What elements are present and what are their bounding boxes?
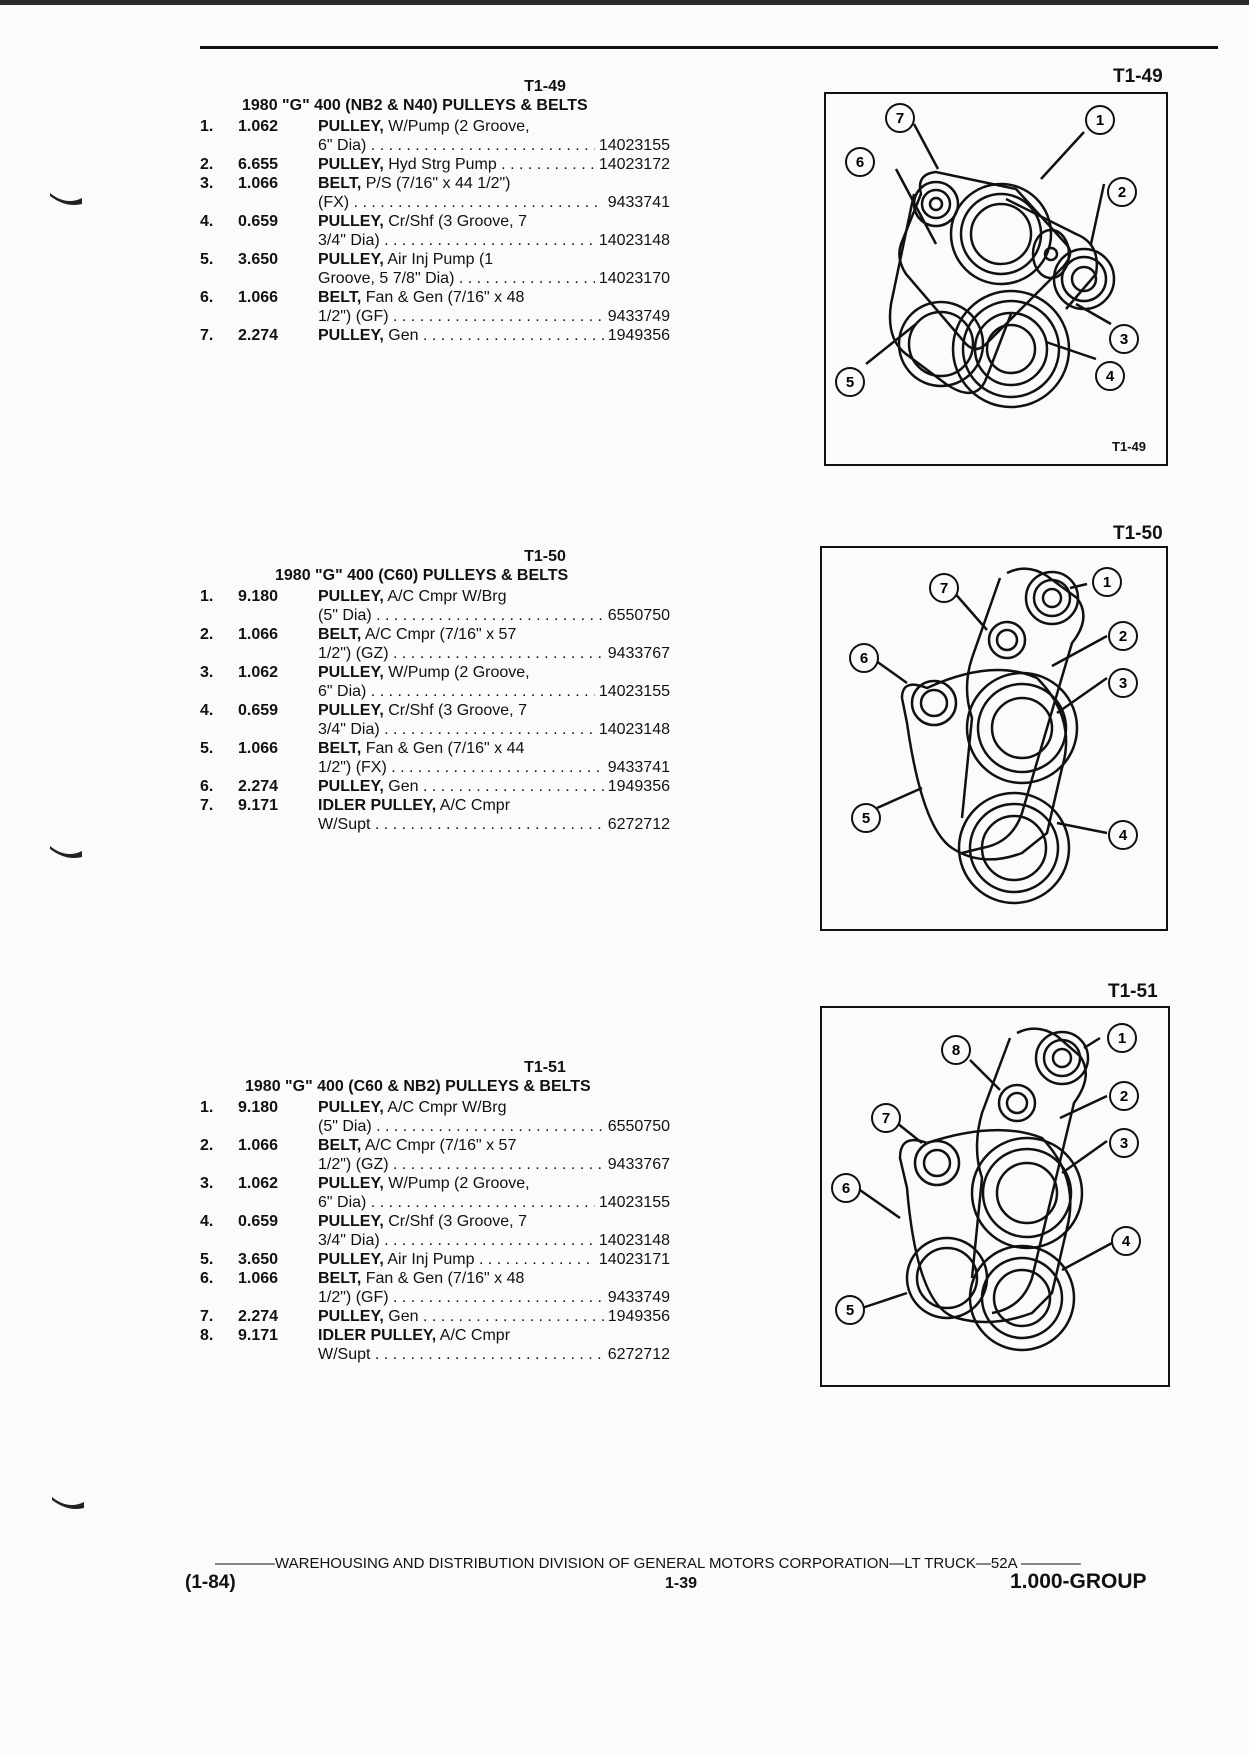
svg-text:5: 5 [845, 374, 855, 391]
svg-text:3: 3 [1119, 331, 1129, 348]
item-code: 3.650 [238, 251, 279, 268]
item-desc: A/C Cmpr [439, 797, 511, 814]
svg-text:3: 3 [1118, 675, 1128, 692]
part-number: 14023148 [598, 232, 670, 249]
top-edge-bar [0, 0, 1249, 5]
item-number: 5. [200, 251, 214, 268]
item-desc: Air Inj Pump (1 [387, 251, 494, 268]
list-item [200, 1174, 670, 1212]
callout-8 [942, 1036, 970, 1064]
callout-3 [1109, 669, 1137, 697]
part-number: 9433741 [607, 194, 670, 211]
section-code: T1-50 [524, 548, 566, 565]
svg-text:7: 7 [895, 110, 905, 127]
svg-text:5: 5 [845, 1302, 855, 1319]
item-number: 2. [200, 1137, 214, 1154]
figure-label: T1-51 [1108, 981, 1158, 1002]
list-item [200, 250, 670, 288]
part-number: 14023170 [598, 270, 670, 287]
part-number: 14023155 [598, 1194, 670, 1211]
item-number: 4. [200, 213, 214, 230]
item-number: 3. [200, 1175, 214, 1192]
list-item [200, 212, 670, 250]
item-desc: Fan & Gen (7/16" x 48 [365, 1270, 525, 1287]
item-desc: Fan & Gen (7/16" x 44 [365, 740, 525, 757]
item-desc: W/Pump (2 Groove, [388, 664, 530, 681]
item-code: 1.066 [238, 289, 279, 306]
svg-text:2: 2 [1119, 1088, 1129, 1105]
figure-label: T1-50 [1113, 523, 1163, 544]
pulley-belt-diagram [822, 548, 1166, 929]
list-item [200, 777, 670, 796]
item-desc-cont: 1/2") (GZ) . . . [318, 1155, 604, 1174]
part-number: 14023171 [598, 1251, 670, 1268]
item-code: 9.171 [238, 1327, 279, 1344]
list-item [200, 326, 670, 345]
item-code: 1.062 [238, 1175, 279, 1192]
item-desc: A/C Cmpr (7/16" x 57 [364, 626, 517, 643]
item-desc-cont: 6" Dia) . . . [318, 136, 595, 155]
list-item [200, 739, 670, 777]
callout-7 [886, 104, 914, 132]
item-desc-cont: 3/4" Dia) . . . [318, 231, 595, 250]
part-number: 14023155 [598, 683, 670, 700]
callout-5 [836, 1296, 864, 1324]
item-name: BELT, [318, 289, 362, 306]
item-name: PULLEY, [318, 664, 384, 681]
callout-1 [1093, 568, 1121, 596]
item-name: IDLER PULLEY, [318, 1327, 437, 1344]
binder-mark-top [48, 190, 84, 208]
item-name: BELT, [318, 1270, 362, 1287]
item-desc: Gen [388, 1308, 419, 1325]
item-name: PULLEY, [318, 327, 384, 344]
part-number: 9433741 [607, 759, 670, 776]
callout-3 [1110, 1129, 1138, 1157]
part-number: 6550750 [607, 1118, 670, 1135]
item-desc-cont: 1/2") (FX) . . . [318, 758, 604, 777]
figure-t1-51 [820, 1006, 1170, 1387]
part-number: 6272712 [607, 816, 670, 833]
item-name: PULLEY, [318, 778, 384, 795]
item-number: 2. [200, 626, 214, 643]
callout-2 [1110, 1082, 1138, 1110]
item-desc-cont: W/Supt . . . [318, 815, 604, 834]
list-item [200, 1136, 670, 1174]
item-code: 3.650 [238, 1251, 279, 1268]
item-desc: Cr/Shf (3 Groove, 7 [388, 702, 527, 719]
section-title: 1980 "G" 400 (C60) PULLEYS & BELTS [275, 567, 569, 584]
callout-4 [1096, 362, 1124, 390]
part-number: 14023148 [598, 1232, 670, 1249]
figure-caption: T1-49 [1112, 439, 1146, 454]
item-name: PULLEY, [318, 213, 384, 230]
item-name: PULLEY, [318, 118, 384, 135]
item-number: 7. [200, 1308, 214, 1325]
callout-1 [1108, 1024, 1136, 1052]
item-name: BELT, [318, 175, 362, 192]
figure-t1-49 [824, 92, 1168, 466]
parts-list [200, 587, 670, 834]
svg-text:8: 8 [951, 1042, 961, 1059]
list-item [200, 701, 670, 739]
item-number: 1. [200, 588, 214, 605]
callout-6 [846, 148, 874, 176]
svg-text:7: 7 [939, 580, 949, 597]
part-number: 6550750 [607, 607, 670, 624]
item-code: 1.066 [238, 626, 279, 643]
svg-text:2: 2 [1117, 184, 1127, 201]
item-code: 1.062 [238, 118, 279, 135]
part-number: 1949356 [607, 778, 670, 795]
item-desc: Gen [388, 778, 419, 795]
part-number: 9433749 [607, 1289, 670, 1306]
parts-section-t1-49 [200, 77, 670, 345]
item-desc-cont: (FX) . . . [318, 193, 604, 212]
item-desc-cont: (5" Dia) . . . [318, 1117, 604, 1136]
item-number: 7. [200, 797, 214, 814]
item-desc: W/Pump (2 Groove, [388, 118, 530, 135]
svg-text:3: 3 [1119, 1135, 1129, 1152]
callout-3 [1110, 325, 1138, 353]
item-code: 1.066 [238, 175, 279, 192]
list-item [200, 1212, 670, 1250]
list-item [200, 155, 670, 174]
item-number: 6. [200, 1270, 214, 1287]
item-desc-cont: 1/2") (GF) . . . [318, 1288, 604, 1307]
item-code: 1.066 [238, 1270, 279, 1287]
footer-date-code: (1-84) [185, 1572, 236, 1593]
item-code: 2.274 [238, 778, 279, 795]
footer-publisher-line: ————WAREHOUSING AND DISTRIBUTION DIVISION OF GENERAL MOTORS CORPORATION—LT TRUCK—52A ———— [215, 1555, 1081, 1572]
item-code: 0.659 [238, 702, 279, 719]
section-code: T1-51 [524, 1059, 566, 1076]
item-name: PULLEY, [318, 251, 384, 268]
item-number: 5. [200, 1251, 214, 1268]
item-number: 1. [200, 118, 214, 135]
svg-text:6: 6 [859, 650, 869, 667]
list-item [200, 1307, 670, 1326]
item-name: PULLEY, [318, 1213, 384, 1230]
svg-text:4: 4 [1118, 827, 1128, 844]
item-desc: W/Pump (2 Groove, [388, 1175, 530, 1192]
item-code: 1.066 [238, 740, 279, 757]
item-number: 1. [200, 1099, 214, 1116]
item-desc-cont: 3/4" Dia) . . . [318, 720, 595, 739]
list-item [200, 796, 670, 834]
item-number: 4. [200, 1213, 214, 1230]
item-number: 6. [200, 289, 214, 306]
item-number: 3. [200, 175, 214, 192]
list-item [200, 1250, 670, 1269]
item-code: 0.659 [238, 1213, 279, 1230]
callout-4 [1109, 821, 1137, 849]
binder-mark-bottom [50, 1494, 86, 1512]
item-name: PULLEY, [318, 1099, 384, 1116]
item-desc-cont: 3/4" Dia) . . . [318, 1231, 595, 1250]
item-desc-cont: 6" Dia) . . . [318, 682, 595, 701]
svg-text:7: 7 [881, 1110, 891, 1127]
list-item [200, 1269, 670, 1307]
item-name: PULLEY, [318, 1308, 384, 1325]
callout-6 [832, 1174, 860, 1202]
callout-7 [872, 1104, 900, 1132]
item-desc: Fan & Gen (7/16" x 48 [365, 289, 525, 306]
svg-text:5: 5 [861, 810, 871, 827]
item-name: IDLER PULLEY, [318, 797, 437, 814]
callout-2 [1108, 178, 1136, 206]
header-rule [200, 46, 1218, 49]
section-code: T1-49 [524, 78, 566, 95]
figure-label: T1-49 [1113, 66, 1163, 87]
item-desc: Air Inj Pump [387, 1251, 475, 1268]
list-item [200, 663, 670, 701]
list-item [200, 1098, 670, 1136]
item-code: 9.180 [238, 588, 279, 605]
item-desc-cont: Groove, 5 7/8" Dia) . . . [318, 269, 595, 288]
part-number: 9433767 [607, 645, 670, 662]
item-number: 4. [200, 702, 214, 719]
item-name: PULLEY, [318, 156, 384, 173]
item-code: 1.062 [238, 664, 279, 681]
item-name: BELT, [318, 1137, 362, 1154]
part-number: 1949356 [607, 327, 670, 344]
item-name: PULLEY, [318, 702, 384, 719]
item-desc: A/C Cmpr [439, 1327, 511, 1344]
binder-mark-middle [48, 843, 84, 861]
item-desc: Cr/Shf (3 Groove, 7 [388, 1213, 527, 1230]
item-number: 7. [200, 327, 214, 344]
item-desc: A/C Cmpr W/Brg [387, 588, 507, 605]
svg-text:1: 1 [1102, 574, 1112, 591]
item-number: 6. [200, 778, 214, 795]
item-name: PULLEY, [318, 1175, 384, 1192]
parts-section-t1-50 [200, 547, 670, 834]
item-desc: Gen [388, 327, 419, 344]
callout-5 [852, 804, 880, 832]
parts-list [200, 1098, 670, 1364]
item-number: 3. [200, 664, 214, 681]
svg-text:6: 6 [841, 1180, 851, 1197]
part-number: 14023155 [598, 137, 670, 154]
list-item [200, 174, 670, 212]
item-desc: Hyd Strg Pump [388, 156, 497, 173]
list-item [200, 1326, 670, 1364]
list-item [200, 288, 670, 326]
parts-list [200, 117, 670, 345]
callout-4 [1112, 1227, 1140, 1255]
svg-text:4: 4 [1105, 368, 1115, 385]
item-desc: P/S (7/16" x 44 1/2") [365, 175, 511, 192]
section-title: 1980 "G" 400 (C60 & NB2) PULLEYS & BELTS [245, 1078, 591, 1095]
item-code: 2.274 [238, 327, 279, 344]
figure-t1-50 [820, 546, 1168, 931]
callout-5 [836, 368, 864, 396]
section-title: 1980 "G" 400 (NB2 & N40) PULLEYS & BELTS [242, 97, 588, 114]
item-desc-cont: 6" Dia) . . . [318, 1193, 595, 1212]
callout-7 [930, 574, 958, 602]
item-desc-cont: 1/2") (GZ) . . . [318, 644, 604, 663]
item-number: 2. [200, 156, 214, 173]
list-item [200, 625, 670, 663]
part-number: 14023148 [598, 721, 670, 738]
item-name: PULLEY, [318, 1251, 384, 1268]
item-desc-cont: (5" Dia) . . . [318, 606, 604, 625]
svg-text:2: 2 [1118, 628, 1128, 645]
item-desc: Cr/Shf (3 Groove, 7 [388, 213, 527, 230]
item-code: 9.171 [238, 797, 279, 814]
item-code: 0.659 [238, 213, 279, 230]
callout-2 [1109, 622, 1137, 650]
part-number: 14023172 [598, 156, 670, 173]
svg-text:1: 1 [1117, 1030, 1127, 1047]
svg-text:1: 1 [1095, 112, 1105, 129]
part-number: 6272712 [607, 1346, 670, 1363]
footer-page-number: 1-39 [665, 1575, 698, 1592]
parts-section-t1-51 [200, 1058, 670, 1364]
item-desc-cont: 1/2") (GF) . . . [318, 307, 604, 326]
svg-text:4: 4 [1121, 1233, 1131, 1250]
item-name: BELT, [318, 626, 362, 643]
item-number: 8. [200, 1327, 214, 1344]
callout-6 [850, 644, 878, 672]
item-name: PULLEY, [318, 588, 384, 605]
item-code: 2.274 [238, 1308, 279, 1325]
list-item [200, 587, 670, 625]
footer-group: 1.000-GROUP [1010, 1570, 1147, 1593]
part-number: 9433767 [607, 1156, 670, 1173]
part-number: 9433749 [607, 308, 670, 325]
pulley-belt-diagram [826, 94, 1166, 464]
pulley-belt-diagram [822, 1008, 1168, 1385]
item-desc: A/C Cmpr W/Brg [387, 1099, 507, 1116]
svg-text:6: 6 [855, 154, 865, 171]
item-name: BELT, [318, 740, 362, 757]
item-code: 6.655 [238, 156, 279, 173]
list-item [200, 117, 670, 155]
item-number: 5. [200, 740, 214, 757]
item-code: 9.180 [238, 1099, 279, 1116]
item-desc: A/C Cmpr (7/16" x 57 [364, 1137, 517, 1154]
item-desc-cont: W/Supt . . . [318, 1345, 604, 1364]
item-code: 1.066 [238, 1137, 279, 1154]
callout-1 [1086, 106, 1114, 134]
part-number: 1949356 [607, 1308, 670, 1325]
